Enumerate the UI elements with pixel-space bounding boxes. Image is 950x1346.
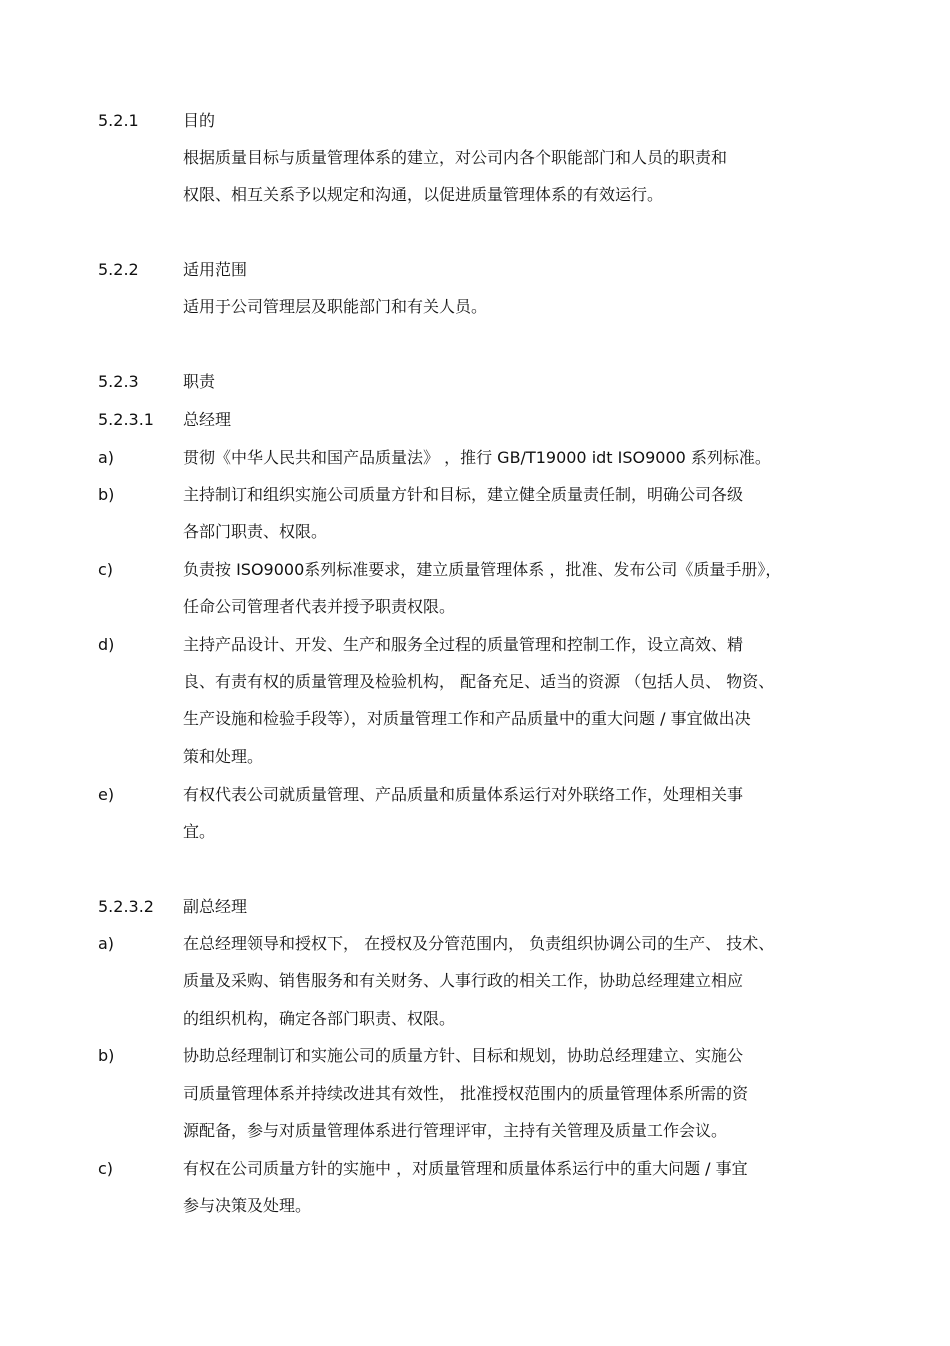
section-heading-5-2-3-1 [0, 407, 950, 433]
section-number: 5.2.3.2 [98, 897, 154, 916]
section-title: 目的 [183, 111, 216, 130]
list-item-continuation [0, 594, 950, 620]
list-item-text: 协助总经理制订和实施公司的质量方针、目标和规划，协助总经理建立、实施公 [183, 1046, 744, 1065]
section-number: 5.2.3 [98, 372, 139, 391]
list-item-text: 生产设施和检验手段等），对质量管理工作和产品质量中的重大问题 / 事宜做出决 [183, 709, 751, 728]
paragraph-line [0, 294, 950, 320]
list-item-label: d) [98, 635, 115, 654]
list-item-text: 各部门职责、权限。 [183, 522, 328, 541]
list-item-text: 主持产品设计、开发、生产和服务全过程的质量管理和控制工作，设立高效、精 [183, 635, 744, 654]
paragraph-text: 根据质量目标与质量管理体系的建立，对公司内各个职能部门和人员的职责和 [183, 148, 728, 167]
section-number: 5.2.1 [98, 111, 139, 130]
paragraph-line [0, 182, 950, 208]
list-item [0, 1156, 950, 1182]
paragraph-line [0, 145, 950, 171]
section-heading-5-2-2 [0, 257, 950, 283]
list-item-continuation [0, 819, 950, 845]
list-item-label: a) [98, 934, 115, 953]
list-item-text: 的组织机构，确定各部门职责、权限。 [183, 1009, 456, 1028]
list-item [0, 632, 950, 658]
list-item-continuation [0, 669, 950, 695]
list-item-text: 主持制订和组织实施公司质量方针和目标，建立健全质量责任制，明确公司各级 [183, 485, 744, 504]
list-item-continuation [0, 744, 950, 770]
section-heading-5-2-3 [0, 369, 950, 395]
list-item-text: 有权在公司质量方针的实施中 ，对质量管理和质量体系运行中的重大问题 / 事宜 [183, 1159, 748, 1178]
section-number: 5.2.3.1 [98, 410, 154, 429]
list-item-text: 贯彻《中华人民共和国产品质量法》 ，推行 GB/T19000 idt ISO9000 系列标准。 [183, 448, 771, 467]
section-heading-5-2-1 [0, 108, 950, 134]
list-item-text: 司质量管理体系并持续改进其有效性， 批准授权范围内的质量管理体系所需的资 [183, 1084, 749, 1103]
list-item-continuation [0, 1081, 950, 1107]
list-item-text: 在总经理领导和授权下， 在授权及分管范围内， 负责组织协调公司的生产、 技术、 [183, 934, 775, 953]
section-title: 副总经理 [183, 897, 248, 916]
section-title: 职责 [183, 372, 216, 391]
list-item-label: b) [98, 485, 115, 504]
list-item-label: c) [98, 1159, 114, 1178]
list-item-continuation [0, 519, 950, 545]
list-item [0, 782, 950, 808]
list-item-label: a) [98, 448, 115, 467]
list-item [0, 557, 950, 583]
list-item-continuation [0, 1193, 950, 1219]
section-heading-5-2-3-2 [0, 894, 950, 920]
list-item [0, 1043, 950, 1069]
list-item [0, 482, 950, 508]
list-item-continuation [0, 968, 950, 994]
list-item-text: 参与决策及处理。 [183, 1196, 312, 1215]
list-item-label: b) [98, 1046, 115, 1065]
list-item-text: 任命公司管理者代表并授予职责权限。 [183, 597, 456, 616]
list-item-text: 源配备，参与对质量管理体系进行管理评审，主持有关管理及质量工作会议。 [183, 1121, 728, 1140]
list-item-text: 宜。 [183, 822, 216, 841]
section-title: 适用范围 [183, 260, 248, 279]
list-item-text: 策和处理。 [183, 747, 264, 766]
list-item-continuation [0, 1006, 950, 1032]
section-number: 5.2.2 [98, 260, 139, 279]
list-item-text: 良、有责有权的质量管理及检验机构， 配备充足、适当的资源 （包括人员、 物资、 [183, 672, 775, 691]
list-item [0, 931, 950, 957]
section-title: 总经理 [183, 410, 232, 429]
list-item-continuation [0, 1118, 950, 1144]
list-item-continuation [0, 706, 950, 732]
list-item-text: 有权代表公司就质量管理、产品质量和质量体系运行对外联络工作，处理相关事 [183, 785, 744, 804]
list-item [0, 445, 950, 471]
paragraph-text: 权限、相互关系予以规定和沟通，以促进质量管理体系的有效运行。 [183, 185, 664, 204]
list-item-text: 负责按 ISO9000系列标准要求，建立质量管理体系 ，批准、发布公司《质量手册》， [183, 560, 782, 579]
list-item-label: c) [98, 560, 114, 579]
paragraph-text: 适用于公司管理层及职能部门和有关人员。 [183, 297, 488, 316]
list-item-text: 质量及采购、销售服务和有关财务、人事行政的相关工作，协助总经理建立相应 [183, 971, 744, 990]
list-item-label: e) [98, 785, 115, 804]
